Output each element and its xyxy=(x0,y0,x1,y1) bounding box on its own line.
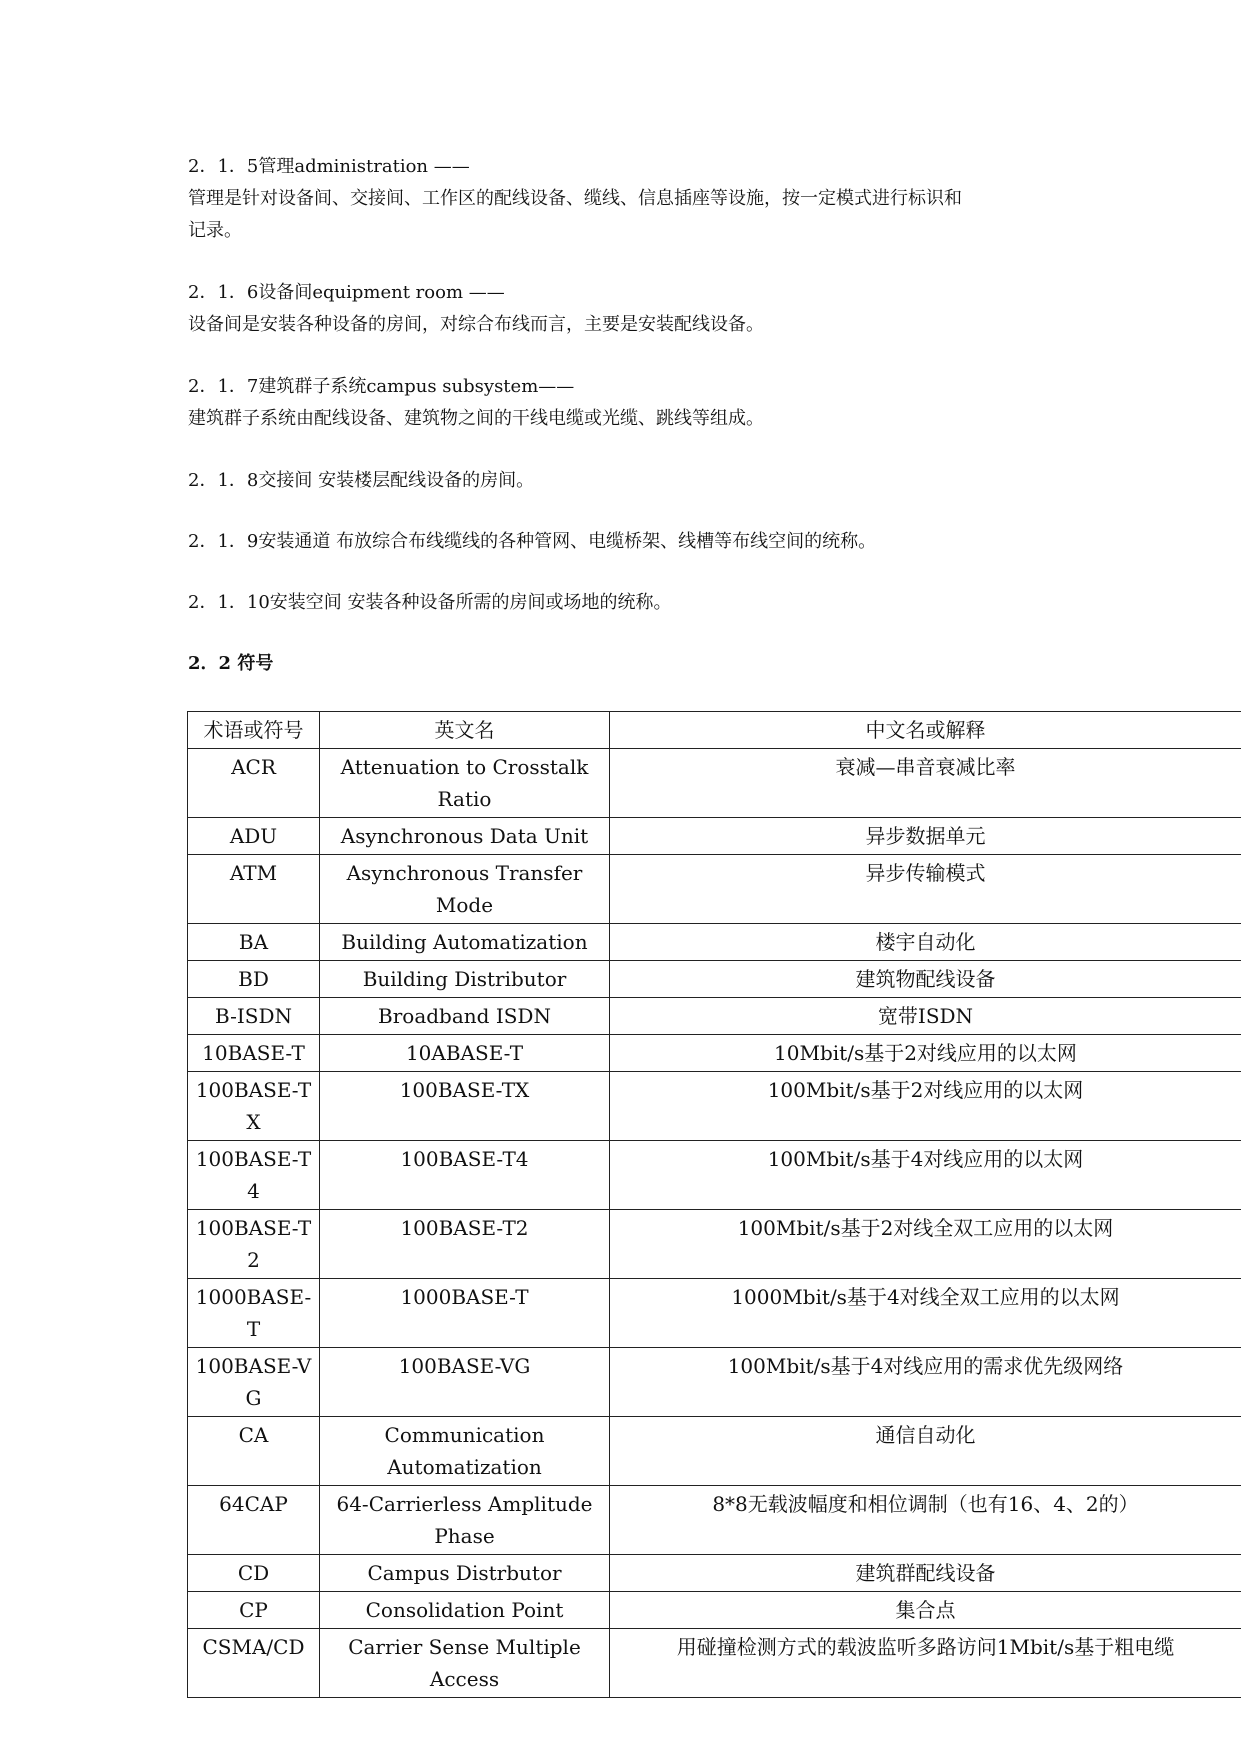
table-row xyxy=(188,749,1241,818)
table-row xyxy=(188,1555,1241,1592)
cell-chinese: 用碰撞检测方式的载波监听多路访问1Mbit/s基于粗电缆 xyxy=(610,1629,1241,1698)
section-heading: 2．1．7建筑群子系统campus subsystem—— xyxy=(188,376,575,397)
table-row xyxy=(188,1035,1241,1072)
cell-term: B-ISDN xyxy=(188,998,320,1035)
section-heading: 2．1．8交接间 安装楼层配线设备的房间。 xyxy=(188,470,535,491)
cell-english: Communication Automatization xyxy=(320,1417,610,1486)
cell-term: 100BASE-VG xyxy=(188,1348,320,1417)
cell-english: 100BASE-TX xyxy=(320,1072,610,1141)
cell-english: 10ABASE-T xyxy=(320,1035,610,1072)
cell-chinese: 建筑物配线设备 xyxy=(610,961,1241,998)
cell-chinese: 100Mbit/s基于4对线应用的需求优先级网络 xyxy=(610,1348,1241,1417)
cell-term: ADU xyxy=(188,818,320,855)
cell-english: Campus Distrbutor xyxy=(320,1555,610,1592)
table-row xyxy=(188,1141,1241,1210)
cell-term: ACR xyxy=(188,749,320,818)
cell-english: Attenuation to Crosstalk Ratio xyxy=(320,749,610,818)
cell-english: 100BASE-VG xyxy=(320,1348,610,1417)
cell-chinese: 异步数据单元 xyxy=(610,818,1241,855)
cell-chinese: 宽带ISDN xyxy=(610,998,1241,1035)
header-english: 英文名 xyxy=(320,712,610,749)
table-row xyxy=(188,924,1241,961)
section-2-1-9 xyxy=(188,526,876,558)
cell-chinese: 异步传输模式 xyxy=(610,855,1241,924)
section-heading: 2．1．9安装通道 布放综合布线缆线的各种管网、电缆桥架、线槽等布线空间的统称。 xyxy=(188,531,877,552)
section-heading: 2．1．5管理administration —— xyxy=(188,156,470,177)
cell-english: 100BASE-T4 xyxy=(320,1141,610,1210)
cell-english: 100BASE-T2 xyxy=(320,1210,610,1279)
table-row xyxy=(188,1348,1241,1417)
table-row xyxy=(188,998,1241,1035)
cell-term: BA xyxy=(188,924,320,961)
cell-chinese: 100Mbit/s基于4对线应用的以太网 xyxy=(610,1141,1241,1210)
cell-chinese: 集合点 xyxy=(610,1592,1241,1629)
table-row xyxy=(188,961,1241,998)
cell-chinese: 衰减—串音衰减比率 xyxy=(610,749,1241,818)
cell-chinese: 100Mbit/s基于2对线全双工应用的以太网 xyxy=(610,1210,1241,1279)
cell-chinese: 100Mbit/s基于2对线应用的以太网 xyxy=(610,1072,1241,1141)
cell-term: 1000BASE-T xyxy=(188,1279,320,1348)
cell-chinese: 8*8无载波幅度和相位调制（也有16、4、2的） xyxy=(610,1486,1241,1555)
cell-chinese: 通信自动化 xyxy=(610,1417,1241,1486)
cell-term: 100BASE-T4 xyxy=(188,1141,320,1210)
cell-english: Consolidation Point xyxy=(320,1592,610,1629)
section-2-1-6 xyxy=(188,277,764,341)
table-row xyxy=(188,1279,1241,1348)
cell-english: 64-Carrierless Amplitude Phase xyxy=(320,1486,610,1555)
section-2-1-7 xyxy=(188,371,764,435)
cell-term: 10BASE-T xyxy=(188,1035,320,1072)
table-header-row xyxy=(188,712,1241,749)
section-body-line: 记录。 xyxy=(188,220,242,241)
cell-english: Carrier Sense Multiple Access xyxy=(320,1629,610,1698)
table-row xyxy=(188,1210,1241,1279)
cell-english: Building Distributor xyxy=(320,961,610,998)
section-body-line: 管理是针对设备间、交接间、工作区的配线设备、缆线、信息插座等设施，按一定模式进行标识和 xyxy=(188,188,962,209)
table-row xyxy=(188,1072,1241,1141)
cell-english: Broadband ISDN xyxy=(320,998,610,1035)
cell-term: ATM xyxy=(188,855,320,924)
table-row xyxy=(188,1629,1241,1698)
cell-term: CSMA/CD xyxy=(188,1629,320,1698)
header-term: 术语或符号 xyxy=(188,712,320,749)
cell-english: 1000BASE-T xyxy=(320,1279,610,1348)
cell-chinese: 1000Mbit/s基于4对线全双工应用的以太网 xyxy=(610,1279,1241,1348)
cell-term: 100BASE-TX xyxy=(188,1072,320,1141)
section-2-1-8 xyxy=(188,465,534,497)
table-row xyxy=(188,855,1241,924)
section-2-1-5 xyxy=(188,151,962,247)
section-heading: 2．1．6设备间equipment room —— xyxy=(188,282,505,303)
cell-english: Asynchronous Data Unit xyxy=(320,818,610,855)
cell-english: Building Automatization xyxy=(320,924,610,961)
cell-chinese: 建筑群配线设备 xyxy=(610,1555,1241,1592)
cell-term: CD xyxy=(188,1555,320,1592)
symbols-heading: 2．2 符号 xyxy=(188,653,274,674)
cell-term: 100BASE-T2 xyxy=(188,1210,320,1279)
table-row xyxy=(188,818,1241,855)
symbols-table xyxy=(187,711,1241,1698)
cell-english: Asynchronous Transfer Mode xyxy=(320,855,610,924)
cell-chinese: 楼宇自动化 xyxy=(610,924,1241,961)
cell-chinese: 10Mbit/s基于2对线应用的以太网 xyxy=(610,1035,1241,1072)
section-body-line: 设备间是安装各种设备的房间，对综合布线而言，主要是安装配线设备。 xyxy=(188,314,764,335)
section-body-line: 建筑群子系统由配线设备、建筑物之间的干线电缆或光缆、跳线等组成。 xyxy=(188,408,764,429)
section-heading: 2．1．10安装空间 安装各种设备所需的房间或场地的统称。 xyxy=(188,592,672,613)
table-row xyxy=(188,1486,1241,1555)
section-2-1-10 xyxy=(188,587,672,619)
cell-term: CA xyxy=(188,1417,320,1486)
table-row xyxy=(188,1417,1241,1486)
cell-term: BD xyxy=(188,961,320,998)
cell-term: CP xyxy=(188,1592,320,1629)
table-row xyxy=(188,1592,1241,1629)
cell-term: 64CAP xyxy=(188,1486,320,1555)
header-chinese: 中文名或解释 xyxy=(610,712,1241,749)
